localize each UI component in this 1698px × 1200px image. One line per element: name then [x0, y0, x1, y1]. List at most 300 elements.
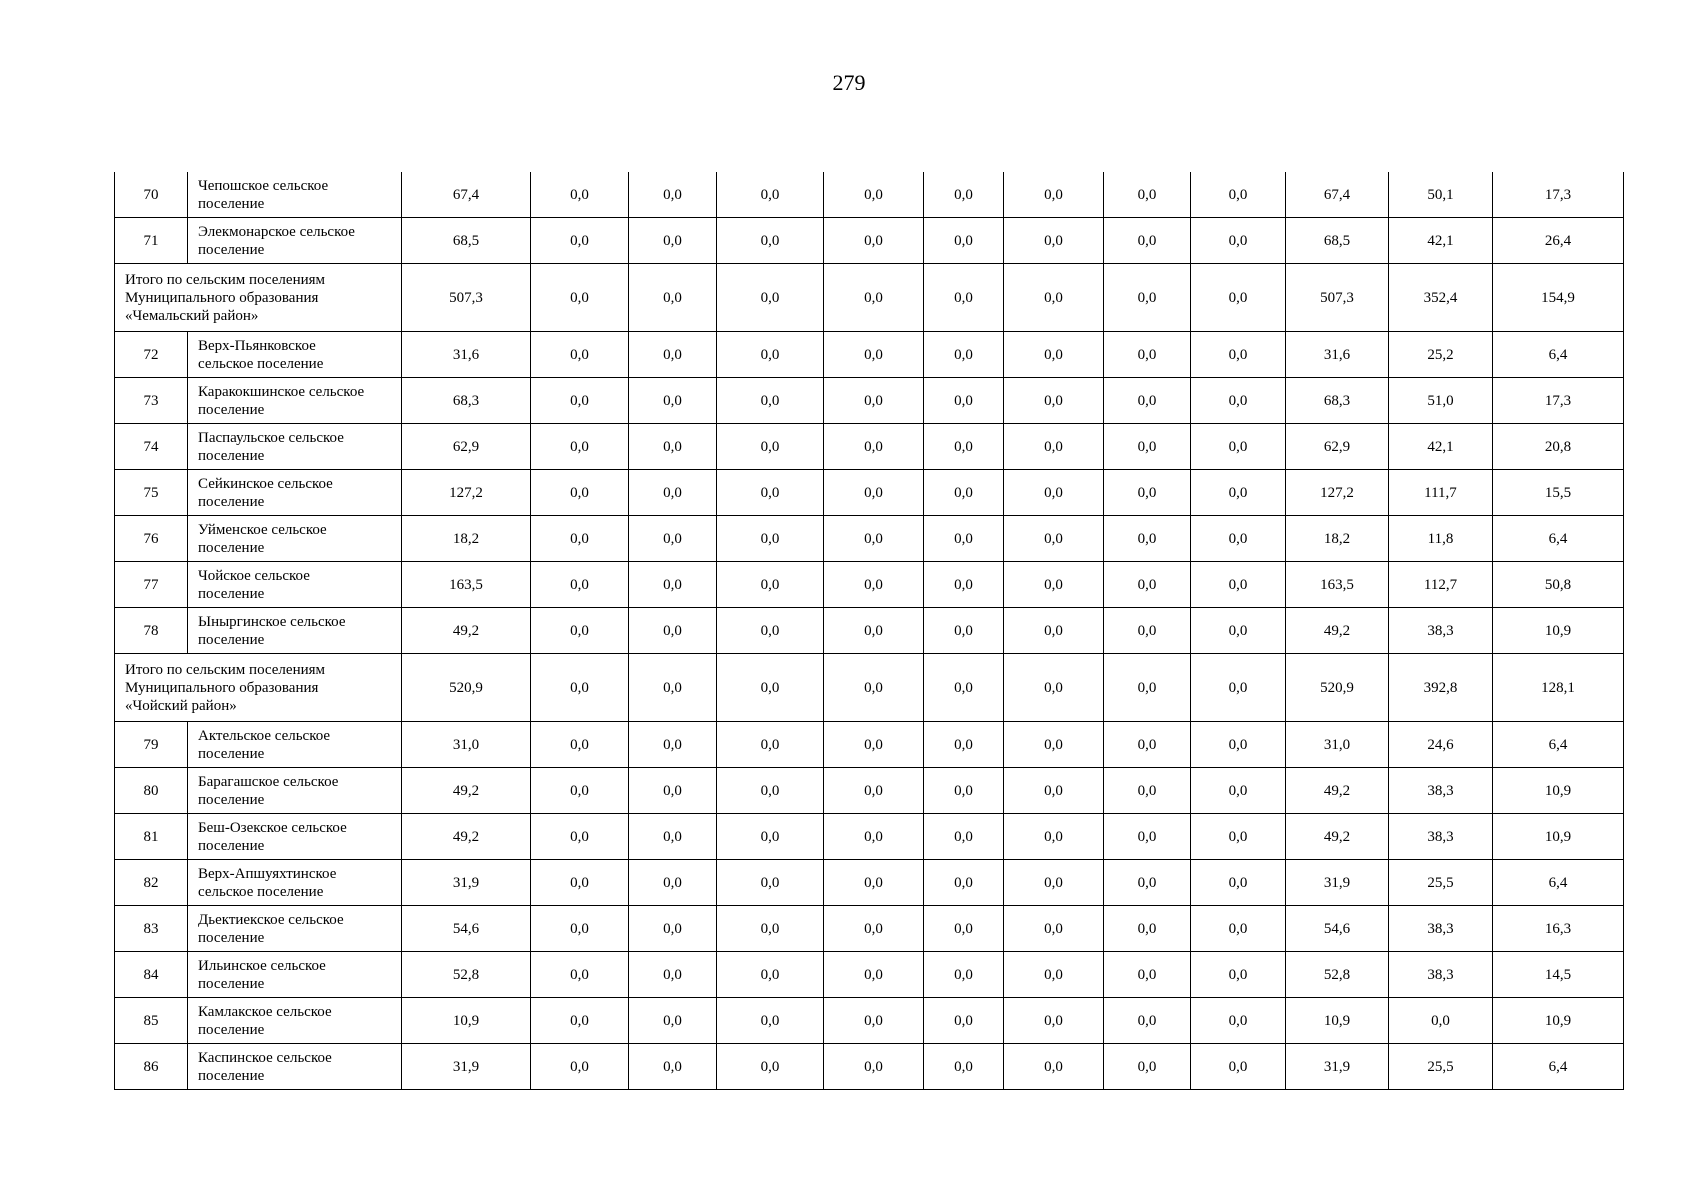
value-cell-7: 0,0: [1004, 654, 1104, 722]
value-cell-8: 0,0: [1104, 654, 1191, 722]
value-cell-11: 38,3: [1389, 814, 1493, 860]
value-cell-6: 0,0: [924, 814, 1004, 860]
total-label: [115, 264, 402, 332]
value-cell-8: 0,0: [1104, 470, 1191, 516]
value-cell-4: 0,0: [717, 952, 824, 998]
settlement-name-line: Верх-Апшуяхтинское: [198, 865, 337, 882]
value-cell-2: 0,0: [531, 516, 629, 562]
settlement-name-line: Элекмонарское сельское: [198, 223, 355, 240]
settlement-name-line: Каракокшинское сельское: [198, 383, 365, 400]
value-cell-4: 0,0: [717, 722, 824, 768]
value-cell-8: 0,0: [1104, 218, 1191, 264]
value-cell-6: 0,0: [924, 218, 1004, 264]
settlement-name-line: поселение: [198, 1067, 265, 1084]
settlement-name-line: Чепошское сельское: [198, 177, 329, 194]
value-cell-3: 0,0: [629, 562, 717, 608]
settlement-name-line: Сейкинское сельское: [198, 475, 333, 492]
value-cell-1: 507,3: [402, 264, 531, 332]
value-cell-12: 10,9: [1493, 608, 1624, 654]
settlement-name-line: Чойское сельское: [198, 567, 310, 584]
value-cell-10: 507,3: [1286, 264, 1389, 332]
value-cell-7: 0,0: [1004, 814, 1104, 860]
row-number: 73: [115, 378, 188, 424]
value-cell-8: 0,0: [1104, 998, 1191, 1044]
value-cell-5: 0,0: [824, 516, 924, 562]
value-cell-6: 0,0: [924, 768, 1004, 814]
settlement-name: [188, 814, 402, 860]
value-cell-9: 0,0: [1191, 332, 1286, 378]
value-cell-5: 0,0: [824, 470, 924, 516]
table-row: [115, 172, 1624, 218]
value-cell-11: 50,1: [1389, 172, 1493, 218]
row-number: 77: [115, 562, 188, 608]
value-cell-6: 0,0: [924, 860, 1004, 906]
settlement-name: [188, 1044, 402, 1090]
value-cell-10: 127,2: [1286, 470, 1389, 516]
value-cell-1: 127,2: [402, 470, 531, 516]
settlement-name-line: поселение: [198, 745, 265, 762]
value-cell-1: 62,9: [402, 424, 531, 470]
value-cell-6: 0,0: [924, 264, 1004, 332]
settlement-name-line: поселение: [198, 585, 265, 602]
value-cell-4: 0,0: [717, 332, 824, 378]
row-number: 75: [115, 470, 188, 516]
value-cell-4: 0,0: [717, 1044, 824, 1090]
value-cell-9: 0,0: [1191, 562, 1286, 608]
value-cell-10: 68,3: [1286, 378, 1389, 424]
value-cell-8: 0,0: [1104, 516, 1191, 562]
value-cell-9: 0,0: [1191, 860, 1286, 906]
value-cell-1: 31,9: [402, 1044, 531, 1090]
value-cell-10: 31,6: [1286, 332, 1389, 378]
row-number: 71: [115, 218, 188, 264]
value-cell-7: 0,0: [1004, 470, 1104, 516]
value-cell-12: 20,8: [1493, 424, 1624, 470]
value-cell-9: 0,0: [1191, 218, 1286, 264]
value-cell-10: 49,2: [1286, 814, 1389, 860]
value-cell-3: 0,0: [629, 654, 717, 722]
value-cell-2: 0,0: [531, 952, 629, 998]
value-cell-7: 0,0: [1004, 172, 1104, 218]
value-cell-3: 0,0: [629, 906, 717, 952]
table-row: [115, 516, 1624, 562]
settlement-name-line: сельское поселение: [198, 883, 324, 900]
table-row: [115, 332, 1624, 378]
value-cell-9: 0,0: [1191, 654, 1286, 722]
value-cell-8: 0,0: [1104, 722, 1191, 768]
value-cell-2: 0,0: [531, 218, 629, 264]
value-cell-3: 0,0: [629, 722, 717, 768]
value-cell-12: 10,9: [1493, 998, 1624, 1044]
settlement-name: [188, 218, 402, 264]
value-cell-1: 49,2: [402, 814, 531, 860]
value-cell-7: 0,0: [1004, 998, 1104, 1044]
budget-table: [114, 172, 1624, 1090]
value-cell-9: 0,0: [1191, 264, 1286, 332]
value-cell-4: 0,0: [717, 562, 824, 608]
value-cell-3: 0,0: [629, 516, 717, 562]
value-cell-6: 0,0: [924, 1044, 1004, 1090]
value-cell-7: 0,0: [1004, 218, 1104, 264]
value-cell-3: 0,0: [629, 218, 717, 264]
value-cell-10: 62,9: [1286, 424, 1389, 470]
settlement-name: [188, 906, 402, 952]
total-label-line: Муниципального образования: [125, 289, 319, 306]
value-cell-4: 0,0: [717, 424, 824, 470]
value-cell-12: 17,3: [1493, 378, 1624, 424]
value-cell-10: 163,5: [1286, 562, 1389, 608]
value-cell-4: 0,0: [717, 654, 824, 722]
settlement-name-line: поселение: [198, 539, 265, 556]
value-cell-2: 0,0: [531, 906, 629, 952]
value-cell-1: 49,2: [402, 608, 531, 654]
value-cell-7: 0,0: [1004, 952, 1104, 998]
value-cell-1: 31,6: [402, 332, 531, 378]
value-cell-8: 0,0: [1104, 860, 1191, 906]
value-cell-8: 0,0: [1104, 1044, 1191, 1090]
table-row: [115, 768, 1624, 814]
value-cell-4: 0,0: [717, 516, 824, 562]
value-cell-11: 25,5: [1389, 1044, 1493, 1090]
settlement-name: [188, 608, 402, 654]
settlement-name-line: поселение: [198, 929, 265, 946]
value-cell-6: 0,0: [924, 562, 1004, 608]
value-cell-4: 0,0: [717, 608, 824, 654]
value-cell-2: 0,0: [531, 654, 629, 722]
settlement-name-line: поселение: [198, 241, 265, 258]
settlement-name-line: Паспаульское сельское: [198, 429, 344, 446]
value-cell-12: 14,5: [1493, 952, 1624, 998]
value-cell-3: 0,0: [629, 332, 717, 378]
value-cell-1: 520,9: [402, 654, 531, 722]
value-cell-2: 0,0: [531, 998, 629, 1044]
value-cell-3: 0,0: [629, 172, 717, 218]
value-cell-3: 0,0: [629, 378, 717, 424]
settlement-name-line: поселение: [198, 1021, 265, 1038]
settlement-name: [188, 860, 402, 906]
value-cell-9: 0,0: [1191, 424, 1286, 470]
row-number: 78: [115, 608, 188, 654]
table-row: [115, 1044, 1624, 1090]
value-cell-8: 0,0: [1104, 562, 1191, 608]
table-row: [115, 218, 1624, 264]
value-cell-10: 68,5: [1286, 218, 1389, 264]
value-cell-6: 0,0: [924, 722, 1004, 768]
settlement-name-line: поселение: [198, 493, 265, 510]
value-cell-10: 49,2: [1286, 768, 1389, 814]
value-cell-2: 0,0: [531, 172, 629, 218]
settlement-name-line: Беш-Озекское сельское: [198, 819, 347, 836]
value-cell-4: 0,0: [717, 218, 824, 264]
value-cell-12: 6,4: [1493, 860, 1624, 906]
value-cell-5: 0,0: [824, 722, 924, 768]
value-cell-6: 0,0: [924, 998, 1004, 1044]
value-cell-8: 0,0: [1104, 906, 1191, 952]
value-cell-12: 50,8: [1493, 562, 1624, 608]
value-cell-9: 0,0: [1191, 952, 1286, 998]
value-cell-6: 0,0: [924, 332, 1004, 378]
settlement-name: [188, 470, 402, 516]
value-cell-12: 6,4: [1493, 516, 1624, 562]
value-cell-8: 0,0: [1104, 378, 1191, 424]
settlement-name-line: Актельское сельское: [198, 727, 331, 744]
table-body: [115, 172, 1624, 1090]
row-number: 84: [115, 952, 188, 998]
value-cell-7: 0,0: [1004, 562, 1104, 608]
value-cell-8: 0,0: [1104, 264, 1191, 332]
value-cell-9: 0,0: [1191, 1044, 1286, 1090]
value-cell-10: 31,9: [1286, 860, 1389, 906]
value-cell-9: 0,0: [1191, 516, 1286, 562]
value-cell-3: 0,0: [629, 860, 717, 906]
value-cell-11: 42,1: [1389, 218, 1493, 264]
value-cell-4: 0,0: [717, 264, 824, 332]
value-cell-6: 0,0: [924, 470, 1004, 516]
settlement-name-line: поселение: [198, 631, 265, 648]
total-row: [115, 654, 1624, 722]
value-cell-2: 0,0: [531, 264, 629, 332]
value-cell-7: 0,0: [1004, 264, 1104, 332]
value-cell-2: 0,0: [531, 1044, 629, 1090]
value-cell-8: 0,0: [1104, 332, 1191, 378]
value-cell-11: 38,3: [1389, 768, 1493, 814]
settlement-name: [188, 516, 402, 562]
table-row: [115, 378, 1624, 424]
value-cell-11: 11,8: [1389, 516, 1493, 562]
value-cell-3: 0,0: [629, 470, 717, 516]
value-cell-11: 352,4: [1389, 264, 1493, 332]
value-cell-1: 163,5: [402, 562, 531, 608]
value-cell-6: 0,0: [924, 424, 1004, 470]
value-cell-7: 0,0: [1004, 722, 1104, 768]
value-cell-11: 51,0: [1389, 378, 1493, 424]
value-cell-12: 6,4: [1493, 722, 1624, 768]
value-cell-11: 42,1: [1389, 424, 1493, 470]
value-cell-12: 128,1: [1493, 654, 1624, 722]
value-cell-2: 0,0: [531, 424, 629, 470]
value-cell-12: 16,3: [1493, 906, 1624, 952]
settlement-name: [188, 722, 402, 768]
value-cell-5: 0,0: [824, 378, 924, 424]
settlement-name-line: сельское поселение: [198, 355, 324, 372]
total-row: [115, 264, 1624, 332]
value-cell-5: 0,0: [824, 768, 924, 814]
settlement-name: [188, 952, 402, 998]
settlement-name: [188, 998, 402, 1044]
settlement-name-line: поселение: [198, 837, 265, 854]
table-row: [115, 424, 1624, 470]
value-cell-4: 0,0: [717, 860, 824, 906]
value-cell-9: 0,0: [1191, 814, 1286, 860]
value-cell-1: 52,8: [402, 952, 531, 998]
table-row: [115, 814, 1624, 860]
table-row: [115, 470, 1624, 516]
row-number: 76: [115, 516, 188, 562]
value-cell-2: 0,0: [531, 768, 629, 814]
value-cell-1: 49,2: [402, 768, 531, 814]
row-number: 85: [115, 998, 188, 1044]
settlement-name-line: Ильинское сельское: [198, 957, 326, 974]
value-cell-3: 0,0: [629, 608, 717, 654]
value-cell-12: 17,3: [1493, 172, 1624, 218]
table-row: [115, 722, 1624, 768]
value-cell-5: 0,0: [824, 424, 924, 470]
row-number: 79: [115, 722, 188, 768]
value-cell-12: 15,5: [1493, 470, 1624, 516]
row-number: 83: [115, 906, 188, 952]
value-cell-8: 0,0: [1104, 608, 1191, 654]
value-cell-1: 54,6: [402, 906, 531, 952]
value-cell-10: 49,2: [1286, 608, 1389, 654]
value-cell-9: 0,0: [1191, 998, 1286, 1044]
value-cell-3: 0,0: [629, 952, 717, 998]
value-cell-5: 0,0: [824, 608, 924, 654]
value-cell-7: 0,0: [1004, 1044, 1104, 1090]
settlement-name: [188, 378, 402, 424]
settlement-name: [188, 172, 402, 218]
value-cell-9: 0,0: [1191, 906, 1286, 952]
value-cell-2: 0,0: [531, 608, 629, 654]
value-cell-7: 0,0: [1004, 424, 1104, 470]
value-cell-11: 38,3: [1389, 952, 1493, 998]
value-cell-6: 0,0: [924, 952, 1004, 998]
value-cell-10: 31,0: [1286, 722, 1389, 768]
value-cell-4: 0,0: [717, 378, 824, 424]
value-cell-7: 0,0: [1004, 516, 1104, 562]
value-cell-5: 0,0: [824, 1044, 924, 1090]
value-cell-3: 0,0: [629, 768, 717, 814]
value-cell-5: 0,0: [824, 654, 924, 722]
value-cell-2: 0,0: [531, 332, 629, 378]
row-number: 74: [115, 424, 188, 470]
value-cell-7: 0,0: [1004, 332, 1104, 378]
row-number: 80: [115, 768, 188, 814]
value-cell-12: 154,9: [1493, 264, 1624, 332]
value-cell-7: 0,0: [1004, 378, 1104, 424]
settlement-name-line: поселение: [198, 791, 265, 808]
value-cell-10: 10,9: [1286, 998, 1389, 1044]
total-label: [115, 654, 402, 722]
value-cell-10: 18,2: [1286, 516, 1389, 562]
value-cell-11: 111,7: [1389, 470, 1493, 516]
value-cell-12: 6,4: [1493, 332, 1624, 378]
value-cell-9: 0,0: [1191, 608, 1286, 654]
row-number: 82: [115, 860, 188, 906]
table-row: [115, 998, 1624, 1044]
value-cell-9: 0,0: [1191, 470, 1286, 516]
total-label-line: Муниципального образования: [125, 679, 319, 696]
value-cell-5: 0,0: [824, 562, 924, 608]
value-cell-6: 0,0: [924, 608, 1004, 654]
settlement-name: [188, 332, 402, 378]
total-label-line: Итого по сельским поселениям: [125, 271, 326, 288]
value-cell-11: 38,3: [1389, 608, 1493, 654]
settlement-name-line: поселение: [198, 401, 265, 418]
value-cell-3: 0,0: [629, 264, 717, 332]
value-cell-2: 0,0: [531, 378, 629, 424]
value-cell-8: 0,0: [1104, 952, 1191, 998]
settlement-name-line: поселение: [198, 195, 265, 212]
value-cell-9: 0,0: [1191, 768, 1286, 814]
value-cell-11: 0,0: [1389, 998, 1493, 1044]
value-cell-5: 0,0: [824, 814, 924, 860]
value-cell-4: 0,0: [717, 906, 824, 952]
value-cell-11: 25,2: [1389, 332, 1493, 378]
value-cell-12: 10,9: [1493, 768, 1624, 814]
value-cell-10: 67,4: [1286, 172, 1389, 218]
value-cell-2: 0,0: [531, 814, 629, 860]
row-number: 86: [115, 1044, 188, 1090]
settlement-name: [188, 424, 402, 470]
row-number: 72: [115, 332, 188, 378]
value-cell-3: 0,0: [629, 424, 717, 470]
table-row: [115, 952, 1624, 998]
value-cell-8: 0,0: [1104, 768, 1191, 814]
value-cell-10: 52,8: [1286, 952, 1389, 998]
value-cell-5: 0,0: [824, 906, 924, 952]
value-cell-6: 0,0: [924, 654, 1004, 722]
settlement-name-line: поселение: [198, 975, 265, 992]
value-cell-11: 392,8: [1389, 654, 1493, 722]
value-cell-9: 0,0: [1191, 378, 1286, 424]
value-cell-1: 67,4: [402, 172, 531, 218]
value-cell-5: 0,0: [824, 264, 924, 332]
total-label-line: «Чемальский район»: [125, 307, 259, 324]
value-cell-3: 0,0: [629, 814, 717, 860]
value-cell-5: 0,0: [824, 998, 924, 1044]
settlement-name-line: Камлакское сельское: [198, 1003, 332, 1020]
table-row: [115, 860, 1624, 906]
value-cell-4: 0,0: [717, 768, 824, 814]
value-cell-5: 0,0: [824, 332, 924, 378]
value-cell-5: 0,0: [824, 172, 924, 218]
value-cell-11: 25,5: [1389, 860, 1493, 906]
settlement-name-line: Ыныргинское сельское: [198, 613, 346, 630]
value-cell-7: 0,0: [1004, 768, 1104, 814]
value-cell-1: 68,3: [402, 378, 531, 424]
value-cell-7: 0,0: [1004, 860, 1104, 906]
settlement-name: [188, 562, 402, 608]
value-cell-10: 520,9: [1286, 654, 1389, 722]
value-cell-1: 31,0: [402, 722, 531, 768]
value-cell-11: 24,6: [1389, 722, 1493, 768]
value-cell-5: 0,0: [824, 218, 924, 264]
value-cell-6: 0,0: [924, 378, 1004, 424]
value-cell-9: 0,0: [1191, 172, 1286, 218]
total-label-line: «Чойский район»: [125, 697, 237, 714]
value-cell-2: 0,0: [531, 470, 629, 516]
row-number: 70: [115, 172, 188, 218]
value-cell-3: 0,0: [629, 1044, 717, 1090]
table-row: [115, 608, 1624, 654]
value-cell-11: 38,3: [1389, 906, 1493, 952]
value-cell-1: 31,9: [402, 860, 531, 906]
settlement-name-line: Каспинское сельское: [198, 1049, 332, 1066]
value-cell-12: 10,9: [1493, 814, 1624, 860]
settlement-name-line: Уйменское сельское: [198, 521, 327, 538]
value-cell-2: 0,0: [531, 562, 629, 608]
total-label-line: Итого по сельским поселениям: [125, 661, 326, 678]
value-cell-5: 0,0: [824, 952, 924, 998]
value-cell-4: 0,0: [717, 998, 824, 1044]
value-cell-1: 18,2: [402, 516, 531, 562]
settlement-name-line: Дьектиекское сельское: [198, 911, 344, 928]
value-cell-6: 0,0: [924, 906, 1004, 952]
value-cell-12: 26,4: [1493, 218, 1624, 264]
settlement-name-line: Барагашское сельское: [198, 773, 339, 790]
value-cell-1: 10,9: [402, 998, 531, 1044]
value-cell-3: 0,0: [629, 998, 717, 1044]
